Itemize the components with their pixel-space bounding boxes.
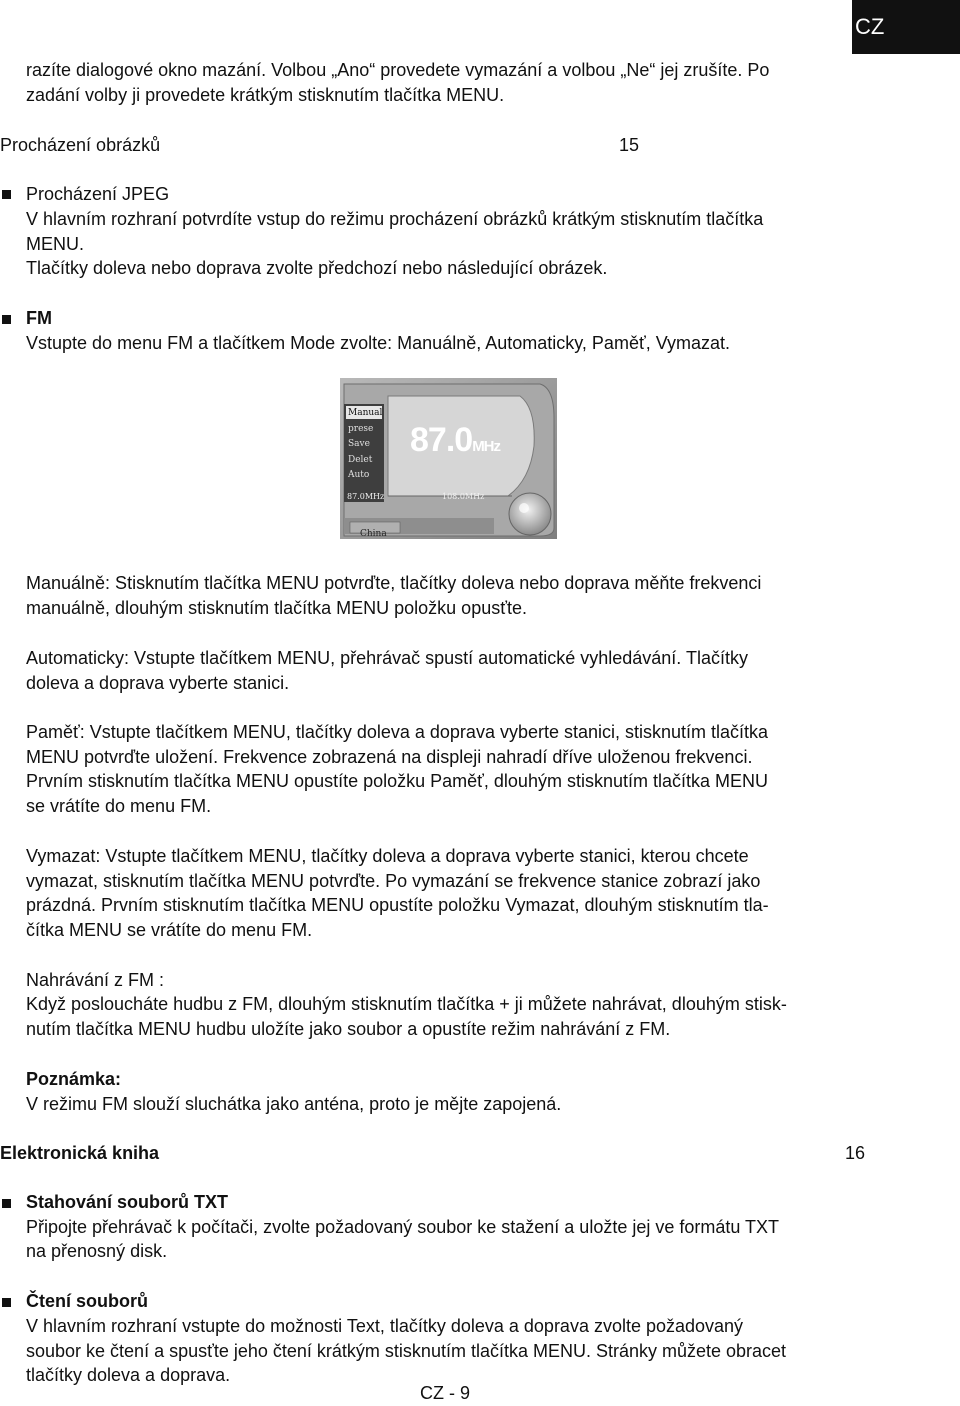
- intro-line-1: razíte dialogové okno mazání. Volbou „Ano“ provedete vymazání a volbou „Ne“ jej zrušíte. Po: [26, 60, 770, 80]
- download-line-2: na přenosný disk.: [26, 1241, 168, 1261]
- reading-heading: Čtení souborů: [26, 1291, 148, 1311]
- bullet-icon: [2, 1298, 11, 1307]
- jpeg-line-2: MENU.: [26, 234, 84, 254]
- memory-line-1: Paměť: Vstupte tlačítkem MENU, tlačítky doleva a doprava vyberte stanici, stisknutím tlačítka: [26, 722, 769, 742]
- section-number-ebook: 16: [845, 1143, 866, 1163]
- section-number-pictures: 15: [619, 135, 640, 155]
- download-line-1: Připojte přehrávač k počítači, zvolte požadovaný soubor ke stažení a uložte jej ve formátu TXT: [26, 1217, 780, 1237]
- download-heading: Stahování souborů TXT: [26, 1192, 229, 1212]
- section-title-pictures: Procházení obrázků: [0, 135, 161, 155]
- reading-line-1: V hlavním rozhraní vstupte do možnosti Text, tlačítky doleva a doprava zvolte požadovaný: [26, 1316, 744, 1336]
- intro-line-2: zadání volby ji provedete krátkým stisknutím tlačítka MENU.: [26, 85, 505, 105]
- reading-line-2: soubor ke čtení a spusťte jeho čtení krátkým stisknutím tlačítka MENU. Stránky můžete obracet: [26, 1341, 787, 1361]
- recording-heading: Nahrávání z FM :: [26, 970, 165, 990]
- language-tab: CZ: [852, 0, 960, 54]
- jpeg-line-1: V hlavním rozhraní potvrdíte vstup do režimu procházení obrázků krátkým stisknutím tlačítka: [26, 209, 764, 229]
- jpeg-line-3: Tlačítky doleva nebo doprava zvolte předchozí nebo následující obrázek.: [26, 258, 608, 278]
- bullet-icon: [2, 1199, 11, 1208]
- auto-line-1: Automaticky: Vstupte tlačítkem MENU, přehrávač spustí automatické vyhledávání. Tlačítky: [26, 648, 748, 668]
- recording-line-2: nutím tlačítka MENU hudbu uložíte jako soubor a opustíte režim nahrávání z FM.: [26, 1019, 671, 1039]
- fm-region-label: China: [360, 529, 387, 539]
- bullet-icon: [2, 190, 11, 199]
- fm-frequency-display: 87.0: [410, 421, 473, 459]
- fm-screen-image: [340, 378, 557, 539]
- fm-frequency-unit: MHz: [472, 438, 501, 455]
- memory-line-3: Prvním stisknutím tlačítka MENU opustíte položku Paměť, dlouhým stisknutím tlačítka MENU: [26, 771, 768, 791]
- delete-line-4: čítka MENU se vrátíte do menu FM.: [26, 920, 313, 940]
- memory-line-4: se vrátíte do menu FM.: [26, 796, 212, 816]
- fm-line-1: Vstupte do menu FM a tlačítkem Mode zvolte: Manuálně, Automaticky, Paměť, Vymazat.: [26, 333, 731, 353]
- auto-line-2: doleva a doprava vyberte stanici.: [26, 673, 290, 693]
- fm-heading: FM: [26, 308, 52, 328]
- fm-menu-item: prese: [348, 423, 374, 434]
- reading-line-3: tlačítky doleva a doprava.: [26, 1365, 231, 1385]
- fm-freq-max: 108.0MHz: [442, 492, 485, 501]
- delete-line-2: vymazat, stisknutím tlačítka MENU potvrďte. Po vymazání se frekvence stanice zobrazí jako: [26, 871, 761, 891]
- note-line-1: V režimu FM slouží sluchátka jako anténa, proto je mějte zapojená.: [26, 1094, 562, 1114]
- fm-freq-min: 87.0MHz: [347, 492, 385, 501]
- bullet-icon: [2, 315, 11, 324]
- fm-menu-item: Delet: [348, 454, 373, 465]
- jpeg-heading: Procházení JPEG: [26, 184, 170, 204]
- note-heading: Poznámka:: [26, 1069, 122, 1089]
- section-title-ebook: Elektronická kniha: [0, 1143, 160, 1163]
- delete-line-3: prázdná. Prvním stisknutím tlačítka MENU opustíte položku Vymazat, dlouhým stisknutím tla-: [26, 895, 769, 915]
- manual-line-1: Manuálně: Stisknutím tlačítka MENU potvrďte, tlačítky doleva nebo doprava měňte frekvenci: [26, 573, 762, 593]
- memory-line-2: MENU potvrďte uložení. Frekvence zobrazená na displeji nahradí dříve uloženou frekvenci.: [26, 747, 753, 767]
- fm-menu-item: Manual: [348, 408, 383, 418]
- recording-line-1: Když posloucháte hudbu z FM, dlouhým stisknutím tlačítka + ji můžete nahrávat, dlouhým stisk-: [26, 994, 787, 1014]
- page-number: CZ - 9: [420, 1383, 471, 1403]
- fm-menu-item: Auto: [348, 470, 370, 480]
- manual-line-2: manuálně, dlouhým stisknutím tlačítka MENU položku opusťte.: [26, 598, 527, 618]
- fm-menu-item: Save: [348, 439, 370, 449]
- delete-line-1: Vymazat: Vstupte tlačítkem MENU, tlačítky doleva a doprava vyberte stanici, kterou chcete: [26, 846, 749, 866]
